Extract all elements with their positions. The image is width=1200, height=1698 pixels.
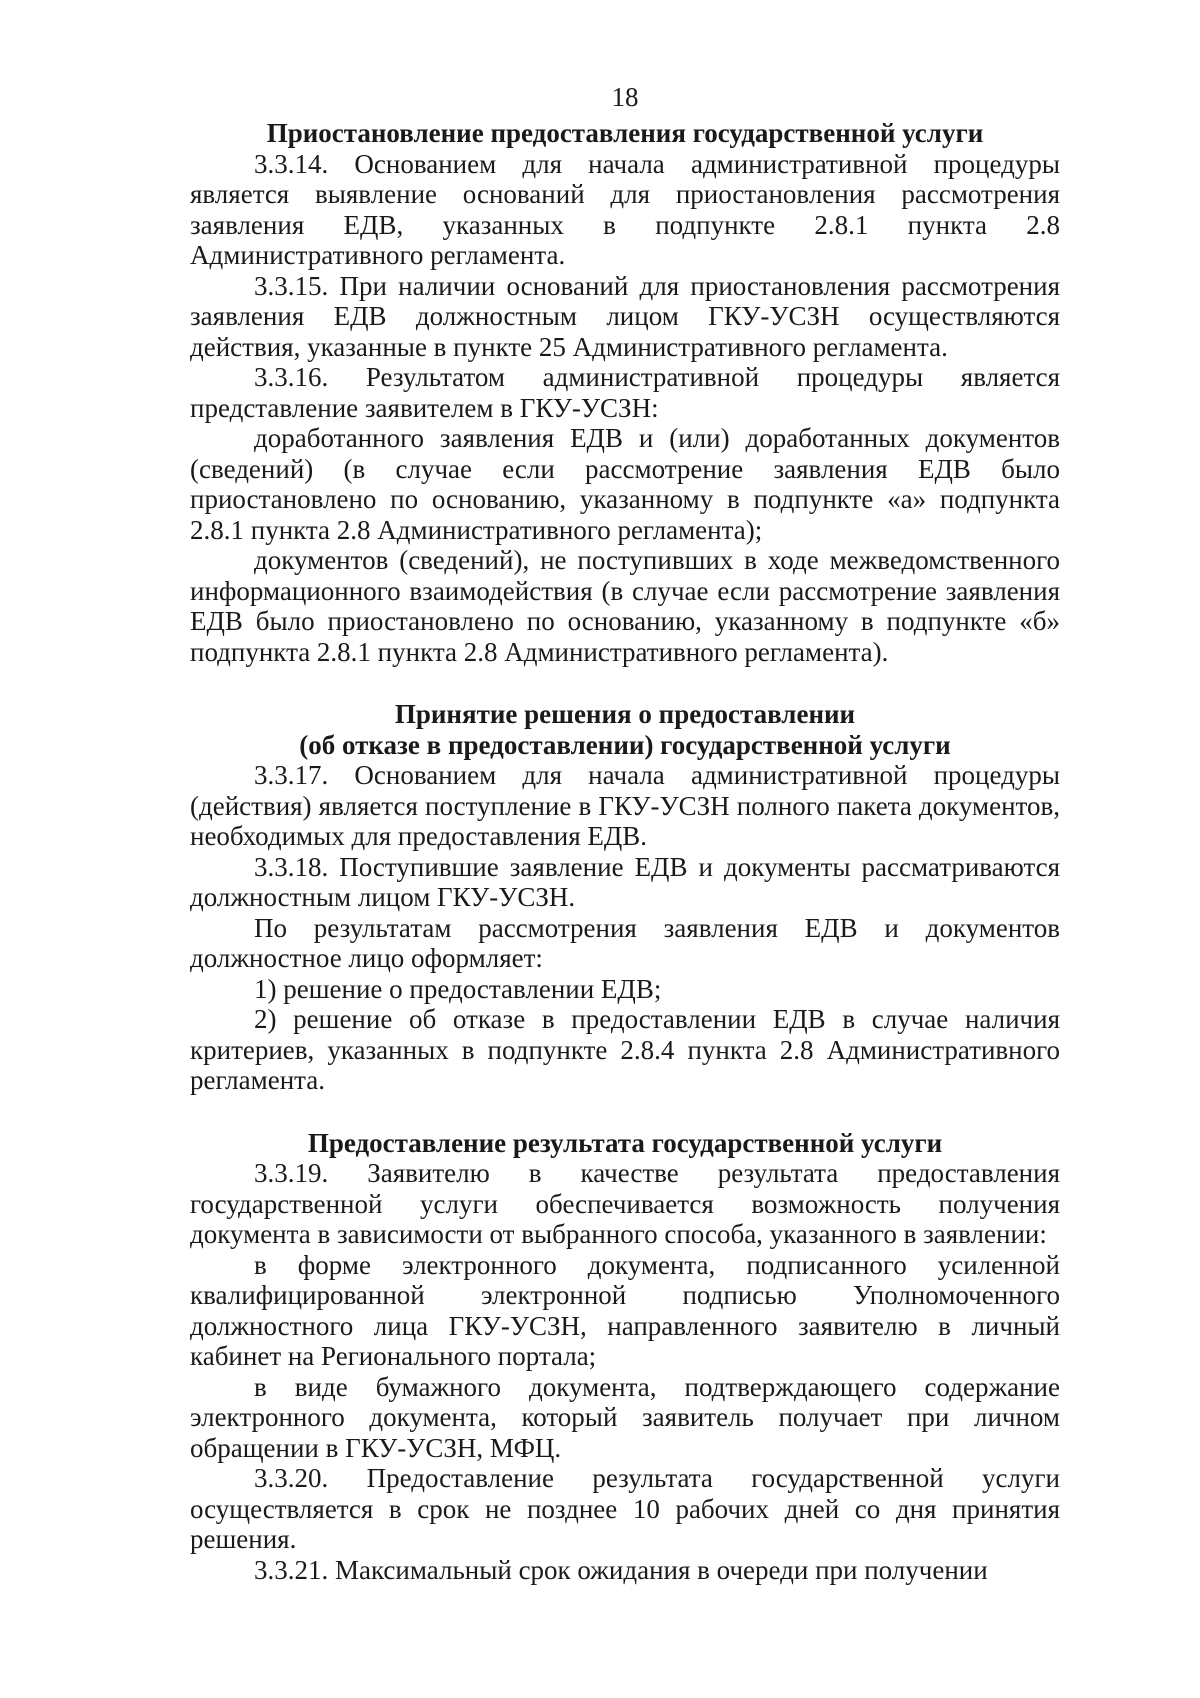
section-heading-line-2: (об отказе в предоставлении) государственной услуги: [299, 729, 951, 760]
paragraph-revised-application: доработанного заявления ЕДВ и (или) доработанных документов (сведений) (в случае если рассмотрение заявления ЕДВ было приостановлено по основанию, указанному в подпункте «а» подпункта 2.8.1 пункта 2.8 Административного регламента);: [190, 423, 1060, 545]
list-item-2: 2) решение об отказе в предоставлении ЕДВ в случае наличия критериев, указанных в подпункте 2.8.4 пункта 2.8 Административного регламента.: [190, 1004, 1060, 1095]
paragraph-3-3-19: 3.3.19. Заявителю в качестве результата предоставления государственной услуги обеспечивается возможность получения документа в зависимости от выбранного способа, указанного в заявлении:: [190, 1158, 1060, 1249]
document-page: [190, 82, 1060, 1585]
paragraph-3-3-20: 3.3.20. Предоставление результата государственной услуги осуществляется в срок не позднее 10 рабочих дней со дня принятия решения.: [190, 1463, 1060, 1554]
paragraph-3-3-16: 3.3.16. Результатом административной процедуры является представление заявителем в ГКУ-УСЗН:: [190, 362, 1060, 423]
section-decision: [190, 699, 1060, 1096]
section-gap: [190, 667, 1060, 699]
paragraph-electronic-form: в форме электронного документа, подписанного усиленной квалифицированной электронной подписью Уполномоченного должностного лица ГКУ-УСЗН, направленного заявителю в личный кабинет на Регионального портала;: [190, 1249, 1060, 1371]
paragraph-3-3-21: 3.3.21. Максимальный срок ожидания в очереди при получении: [254, 1554, 988, 1585]
paragraph-3-3-15: 3.3.15. При наличии оснований для приостановления рассмотрения заявления ЕДВ должностным лицом ГКУ-УСЗН осуществляются действия, указанные в пункте 25 Административного регламента.: [190, 270, 1060, 362]
paragraph-missing-documents: документов (сведений), не поступивших в ходе межведомственного информационного взаимодействия (в случае если рассмотрение заявления ЕДВ было приостановлено по основанию, указанному в подпункте «б» подпункта 2.8.1 пункта 2.8 Административного регламента).: [190, 545, 1060, 667]
page-number: 18: [611, 82, 639, 112]
paragraph-review-results: По результатам рассмотрения заявления ЕДВ и документов должностное лицо оформляет:: [190, 912, 1060, 973]
section-heading: Приостановление предоставления государственной услуги: [266, 118, 984, 148]
paragraph-3-3-14: 3.3.14. Основанием для начала административной процедуры является выявление оснований для приостановления рассмотрения заявления ЕДВ, указанных в подпункте 2.8.1 пункта 2.8 Административного регламента.: [190, 148, 1060, 270]
section-heading: Предоставление результата государственной услуги: [307, 1127, 943, 1158]
section-suspension: [190, 118, 1060, 667]
section-result-delivery: [190, 1128, 1060, 1586]
list-item-1: 1) решение о предоставлении ЕДВ;: [254, 973, 662, 1004]
paragraph-paper-form: в виде бумажного документа, подтверждающего содержание электронного документа, который заявитель получает при личном обращении в ГКУ-УСЗН, МФЦ.: [190, 1371, 1060, 1463]
section-gap: [190, 1096, 1060, 1128]
paragraph-3-3-18: 3.3.18. Поступившие заявление ЕДВ и документы рассматриваются должностным лицом ГКУ-УСЗН.: [190, 851, 1060, 912]
paragraph-3-3-17: 3.3.17. Основанием для начала административной процедуры (действия) является поступление в ГКУ-УСЗН полного пакета документов, необходимых для предоставления ЕДВ.: [190, 760, 1060, 851]
section-heading-line-1: Принятие решения о предоставлении: [394, 699, 856, 729]
